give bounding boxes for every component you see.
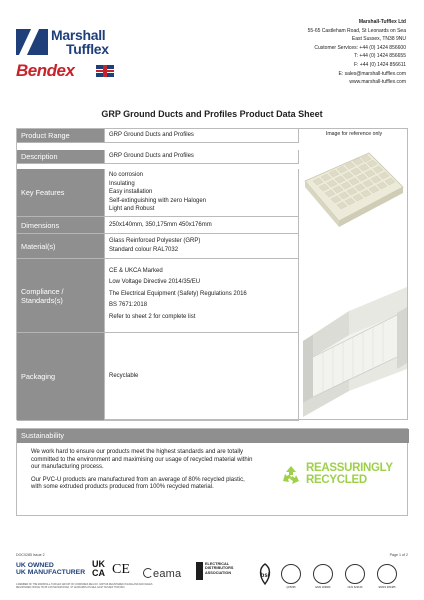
company-name: Marshall-Tufflex Ltd	[358, 19, 406, 25]
telephone: T: +44 (0) 1424 856655	[354, 53, 406, 60]
spec-label: Compliance / Standards(s)	[17, 259, 104, 333]
bsi-kitemark-icon	[253, 562, 277, 586]
image-caption: Image for reference only	[325, 131, 383, 137]
badge-line-1: REASSURINGLY	[306, 462, 393, 474]
website: www.marshall-tufflex.com	[349, 79, 406, 86]
iso-45001-cert-icon	[345, 564, 365, 584]
reassuringly-recycled-text	[306, 463, 393, 486]
eda-line-2: DISTRIBUTORS	[205, 566, 234, 571]
recycle-icon	[279, 463, 303, 487]
eda-line-3: ASSOCIATION	[205, 570, 232, 575]
iso-14001-cert-icon	[313, 564, 333, 584]
spec-label: Dimensions	[17, 217, 104, 234]
spec-value	[104, 129, 299, 143]
beama-logo-icon	[143, 568, 153, 578]
spec-label: Description	[17, 150, 104, 164]
svg-text:bsi: bsi	[260, 573, 270, 579]
bendex-logo	[16, 62, 116, 82]
sustainability-para-2: Our PVC-U products are manufactured from an average of 80% recycled plastic, with some extruded products produced from 100% recycled material.	[31, 476, 245, 491]
iso-50001-cert-icon	[377, 564, 397, 584]
spec-label: Key Features	[17, 169, 104, 217]
ukca-mark	[92, 560, 108, 578]
spec-value	[104, 150, 299, 164]
spec-value	[104, 217, 299, 234]
logo-marshall-text: Marshall	[51, 27, 106, 43]
spec-row-description	[17, 150, 299, 164]
iso-9001-cert-icon	[281, 564, 301, 584]
spec-line: CE & UKCA Marked	[109, 267, 163, 274]
eda-logo-text	[205, 562, 235, 575]
spec-line: Refer to sheet 2 for complete list	[109, 313, 196, 320]
eda-logo-icon	[196, 562, 203, 580]
eda-logo	[196, 562, 232, 586]
ukca-line-1: UK	[92, 559, 105, 569]
spec-label: Material(s)	[17, 234, 104, 259]
spec-line: Recyclable	[109, 373, 139, 380]
spec-line: Light and Robust	[109, 206, 155, 213]
sustainability-text	[31, 449, 257, 497]
spec-line: Glass Reinforced Polyester (GRP)	[109, 238, 201, 245]
spec-value	[104, 259, 299, 333]
cert-label: EMS 309906	[315, 586, 331, 589]
spec-row-compliance	[17, 259, 299, 333]
ukca-line-2: CA	[92, 568, 105, 578]
uk-owned-text: UK OWNED	[16, 562, 54, 569]
spec-table	[16, 128, 408, 420]
spec-line: Easy installation	[109, 189, 153, 196]
reassuringly-recycled-badge	[279, 459, 404, 495]
footer-logos	[0, 558, 424, 600]
fine-print-1: A MEMBER OF THE MARSHALL-TUFFLEX GROUP OF COMPANIES REG NO. 0207516 REGISTERED IN ENGLAND AND WALES	[16, 584, 153, 586]
certification-logos	[253, 562, 409, 592]
cert-label: OHS 622166	[347, 586, 363, 589]
customer-services: Customer Services: +44 (0) 1424 856600	[314, 44, 406, 51]
fine-print-2: REGISTERED OFFICE: 55-65 CASTLEHAM ROAD, ST LEONARDS-ON-SEA, EAST SUSSEX TN38 9NU	[16, 587, 125, 589]
cert-label: ENMS 683485	[378, 586, 396, 589]
spec-line: 250x140mm, 350,175mm 450x176mm	[109, 221, 212, 228]
spec-line: GRP Ground Ducts and Profiles	[109, 153, 194, 160]
spec-value	[104, 169, 299, 217]
spec-line: The Electrical Equipment (Safety) Regulations 2016	[109, 290, 247, 297]
sustainability-heading: Sustainability	[17, 429, 409, 443]
grp-duct-image	[299, 257, 409, 417]
mt-logo-mark-icon	[16, 29, 48, 55]
spec-line: Self-extinguishing with zero Halogen	[109, 197, 207, 204]
spec-value	[104, 333, 299, 421]
spec-row-key-features	[17, 169, 299, 217]
sustainability-section	[16, 428, 408, 516]
fax: F: +44 (0) 1424 856611	[353, 61, 406, 68]
grp-cover-image	[299, 147, 409, 247]
spec-row-dimensions	[17, 217, 299, 234]
sustainability-para-1: We work hard to ensure our products meet the highest standards and are totally committed to the environment and maximising our usage of recycled material within our manufacturing process.	[31, 449, 253, 471]
ukca-ce-marks	[92, 560, 134, 582]
address-line-1: 55-65 Castleham Road, St Leonards on Sea	[307, 27, 406, 34]
page-title: GRP Ground Ducts and Profiles Product Data Sheet	[101, 109, 323, 119]
company-registration-text	[16, 584, 216, 590]
union-flag-icon	[96, 65, 114, 77]
spec-line: GRP Ground Ducts and Profiles	[109, 132, 194, 139]
ce-mark: CE	[112, 562, 130, 577]
page-number: Page 1 of 2	[389, 553, 408, 557]
eda-line-1: ELECTRICAL	[205, 562, 230, 566]
spec-row-materials	[17, 234, 299, 259]
spec-line: Low Voltage Directive 2014/35/EU	[109, 279, 201, 286]
spec-row-packaging	[17, 333, 299, 421]
product-image-column	[299, 129, 409, 421]
spec-line: No corrosion	[109, 172, 144, 179]
company-address-block	[206, 18, 406, 87]
logo-tufflex-text: Tufflex	[66, 41, 109, 57]
document-id: DOC0285 Issue 2	[16, 553, 45, 557]
spec-line: Standard colour RAL7032	[109, 247, 179, 253]
address-line-2: East Sussex, TN38 9NU	[351, 36, 406, 43]
marshall-tufflex-logo	[16, 27, 132, 57]
bendex-logo-text: Bendex	[16, 61, 75, 80]
page-header	[0, 0, 424, 95]
uk-owned-badge	[16, 562, 85, 577]
email: E: sales@marshall-tufflex.com	[338, 70, 406, 77]
spec-line: Insulating	[109, 180, 135, 187]
badge-line-2: RECYCLED	[306, 473, 367, 486]
spec-label: Packaging	[17, 333, 104, 421]
spec-label: Product Range	[17, 129, 104, 143]
uk-manufacturer-text: UK MANUFACTURER	[16, 569, 86, 577]
spec-value	[104, 234, 299, 259]
spec-row-product-range	[17, 129, 299, 143]
beama-logo-text: eama	[153, 568, 182, 580]
spec-line: BS 7671:2018	[109, 302, 148, 309]
cert-label: Q05095	[286, 586, 296, 589]
